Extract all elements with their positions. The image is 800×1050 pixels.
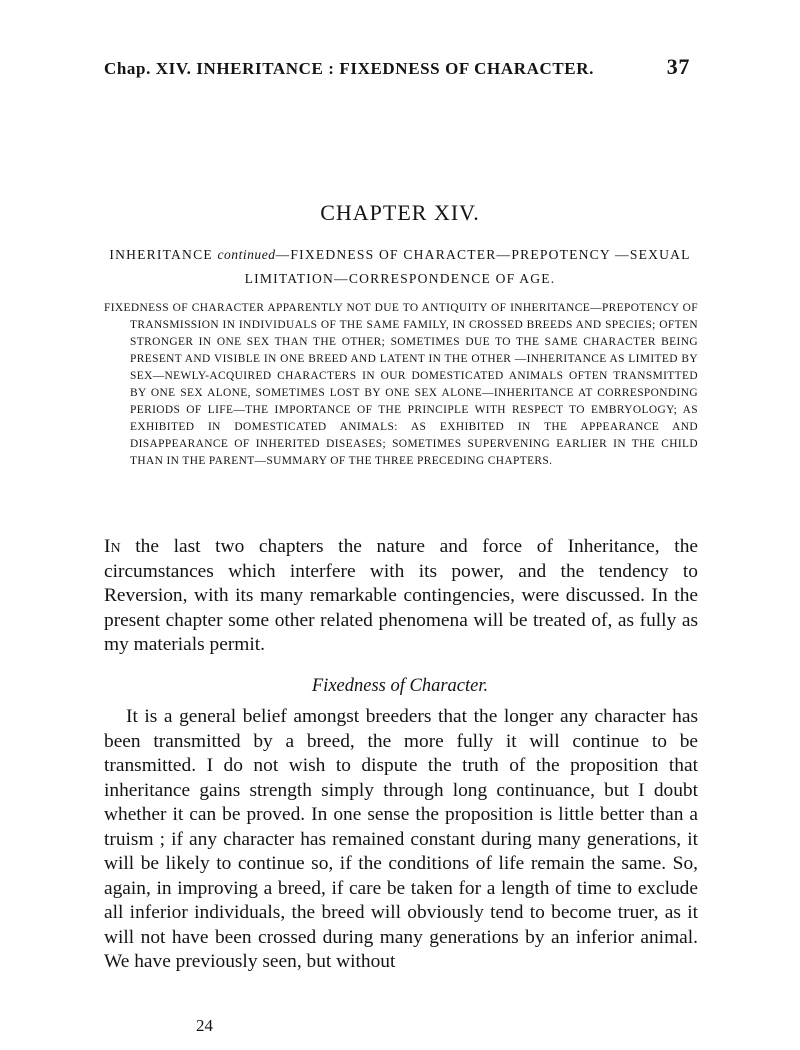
section-heading: Fixedness of Character. xyxy=(311,676,489,696)
signature-mark: 24 xyxy=(196,1016,213,1035)
body-paragraph: It is a general belief amongst breeders that the longer any character has been transmitted by a breed, the more fully it will continue to be transmitted. I do not wish to dispute the truth of the proposition that inheritance gains strength simply through long continuance, but I doubt whether it can be proved. In one sense the proposition is little better than a truism ; if any character has remained constant during many generations, it will be likely to continue so, if the conditions of life remain the same. So, again, in improving a breed, if care be taken for a length of time to exclude all inferior individuals, the breed will obviously tend to become truer, as it will not have been crossed during many generations by an inferior animal. We have previously seen, but without xyxy=(104,706,698,972)
page-number: 37 xyxy=(666,54,690,79)
opening-paragraph xyxy=(104,535,698,658)
subtitle-after: —FIXEDNESS OF CHARACTER—PREPOTENCY —SEXUAL LIMITATION—CORRESPONDENCE OF AGE. xyxy=(244,247,691,286)
running-head xyxy=(104,54,690,80)
chapter-title: CHAPTER XIV. xyxy=(320,200,480,225)
chapter-subtitle xyxy=(104,243,696,291)
chapter-synopsis: FIXEDNESS OF CHARACTER APPARENTLY NOT DUE TO ANTIQUITY OF INHERITANCE—PREPOTENCY OF TRANSMISSION IN INDIVIDUALS OF THE SAME FAMILY, IN CROSSED BREEDS AND SPECIES; OFTEN STRONGER IN ONE SEX THAN THE OTHER; SOMETIMES DUE TO THE SAME CHARACTER BEING PRESENT AND VISIBLE IN ONE BREED AND LATENT IN THE OTHER —INHERITANCE AS LIMITED BY SEX—NEWLY-ACQUIRED CHARACTERS IN OUR DOMESTICATED ANIMALS OFTEN TRANSMITTED BY ONE SEX ALONE, SOMETIMES LOST BY ONE SEX ALONE—INHERITANCE AT CORRESPONDING PERIODS OF LIFE—THE IMPORTANCE OF THE PRINCIPLE WITH RESPECT TO EMBRYOLOGY; AS EXHIBITED IN DOMESTICATED ANIMALS: AS EXHIBITED IN THE APPEARANCE AND DISAPPEARANCE OF INHERITED DISEASES; SOMETIMES SUPERVENING EARLIER IN THE CHILD THAN IN THE PARENT—SUMMARY OF THE THREE PRECEDING CHAPTERS. xyxy=(104,302,698,467)
subtitle-before: INHERITANCE xyxy=(109,247,213,262)
opening-paragraph-text: the last two chapters the nature and force of Inheritance, the circumstances which interfere with its power, and the tendency to Reversion, with its many remarkable contingencies, were discussed. In the present chapter some other related phenomena will be treated of, as fully as my materials permit. xyxy=(104,536,698,655)
subtitle-italic: continued xyxy=(217,247,276,262)
running-head-title: Chap. XIV. INHERITANCE : FIXEDNESS OF CHARACTER. xyxy=(104,59,594,78)
opening-lead-word: In xyxy=(104,536,121,557)
